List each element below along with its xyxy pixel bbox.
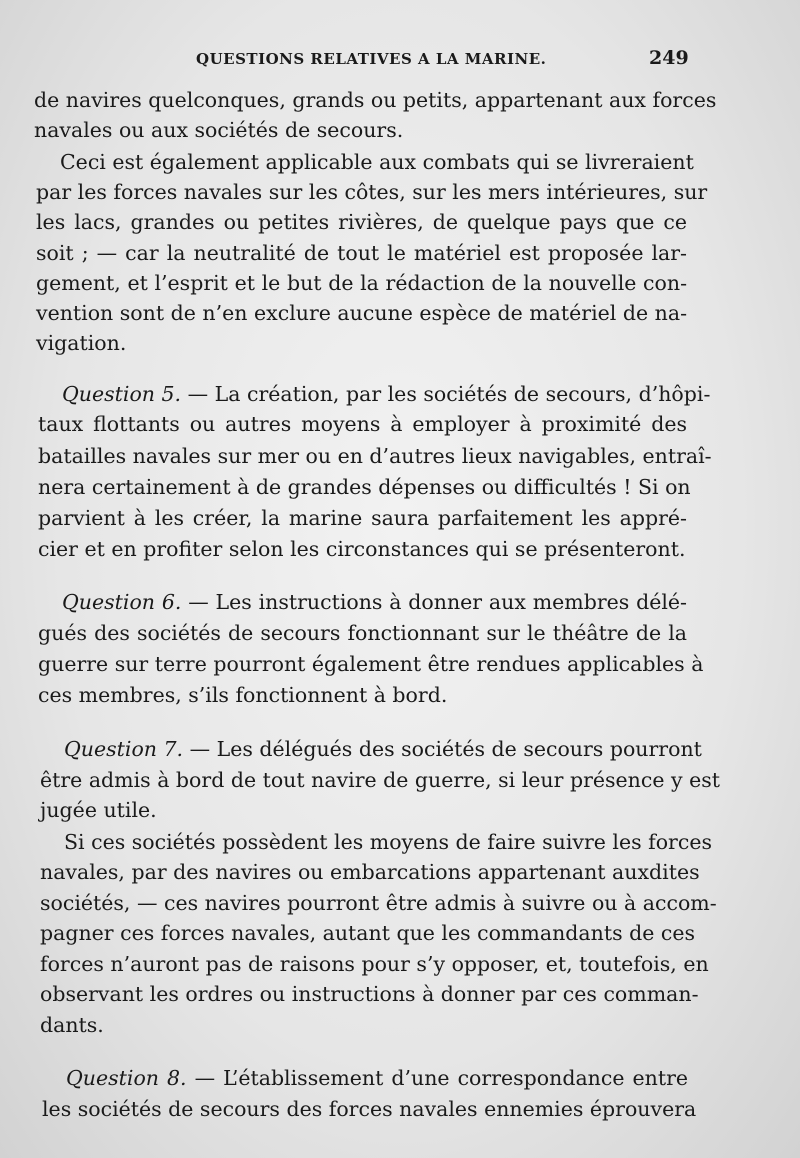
- text-line: par les forces navales sur les côtes, sur les mers intérieures, sur: [36, 180, 708, 204]
- question-6-first-line: [62, 592, 687, 613]
- question-text: — La création, par les sociétés de secours, d’hôpi-: [181, 382, 711, 406]
- text-line: les lacs, grandes ou petites rivières, de quelque pays que ce: [36, 210, 687, 234]
- question-7-first-line: [64, 737, 702, 761]
- text-line: soit ; — car la neutralité de tout le matériel est proposée lar-: [36, 241, 687, 265]
- text-line: dants.: [40, 1013, 104, 1037]
- text-line: navales ou aux sociétés de secours.: [34, 118, 404, 142]
- text-line: parvient à les créer, la marine saura parfaitement les appré-: [38, 506, 687, 530]
- question-label: Question 5.: [62, 382, 182, 406]
- question-8-first-line: [66, 1068, 688, 1089]
- text-line: nera certainement à de grandes dépenses ou difficultés ! Si on: [38, 475, 691, 499]
- page-number: 249: [649, 47, 689, 69]
- text-line: observant les ordres ou instructions à donner par ces comman-: [40, 982, 699, 1006]
- running-title: QUESTIONS RELATIVES A LA MARINE.: [196, 50, 547, 68]
- text-line: navales, par des navires ou embarcations appartenant auxdites: [40, 860, 700, 884]
- text-line: Ceci est également applicable aux combats qui se livreraient: [60, 150, 694, 174]
- text-line: de navires quelconques, grands ou petits, appartenant aux forces: [34, 88, 717, 112]
- text-line: vigation.: [36, 331, 127, 355]
- text-line: ces membres, s’ils fonctionnent à bord.: [38, 683, 448, 707]
- text-line: Si ces sociétés possèdent les moyens de faire suivre les forces: [64, 830, 712, 854]
- text-line: pagner ces forces navales, autant que les commandants de ces: [40, 921, 696, 945]
- text-line: vention sont de n’en exclure aucune espèce de matériel de na-: [36, 301, 687, 325]
- text-line: sociétés, — ces navires pourront être admis à suivre ou à accom-: [40, 891, 717, 915]
- text-line: guerre sur terre pourront également être rendues applicables à: [38, 652, 704, 676]
- question-label: Question 7.: [64, 737, 184, 761]
- text-line: batailles navales sur mer ou en d’autres lieux navigables, entraî-: [38, 444, 712, 468]
- text-line: être admis à bord de tout navire de guerre, si leur présence y est: [40, 768, 720, 792]
- question-text: — L’établissement d’une correspondance entre: [186, 1066, 688, 1090]
- question-label: Question 6.: [62, 590, 182, 614]
- question-text: — Les délégués des sociétés de secours pourront: [183, 737, 702, 761]
- question-label: Question 8.: [66, 1066, 187, 1090]
- text-line: gement, et l’esprit et le but de la rédaction de la nouvelle con-: [36, 271, 687, 295]
- text-line: cier et en profiter selon les circonstances qui se présenteront.: [38, 537, 686, 561]
- text-line: taux flottants ou autres moyens à employer à proximité des: [38, 412, 687, 436]
- text-line: gués des sociétés de secours fonctionnant sur le théâtre de la: [38, 621, 687, 645]
- text-line: jugée utile.: [40, 798, 157, 822]
- text-line: les sociétés de secours des forces navales ennemies éprouvera: [42, 1097, 697, 1121]
- text-line: forces n’auront pas de raisons pour s’y opposer, et, toutefois, en: [40, 952, 709, 976]
- question-5-first-line: [62, 382, 711, 406]
- question-text: — Les instructions à donner aux membres délé-: [181, 590, 687, 614]
